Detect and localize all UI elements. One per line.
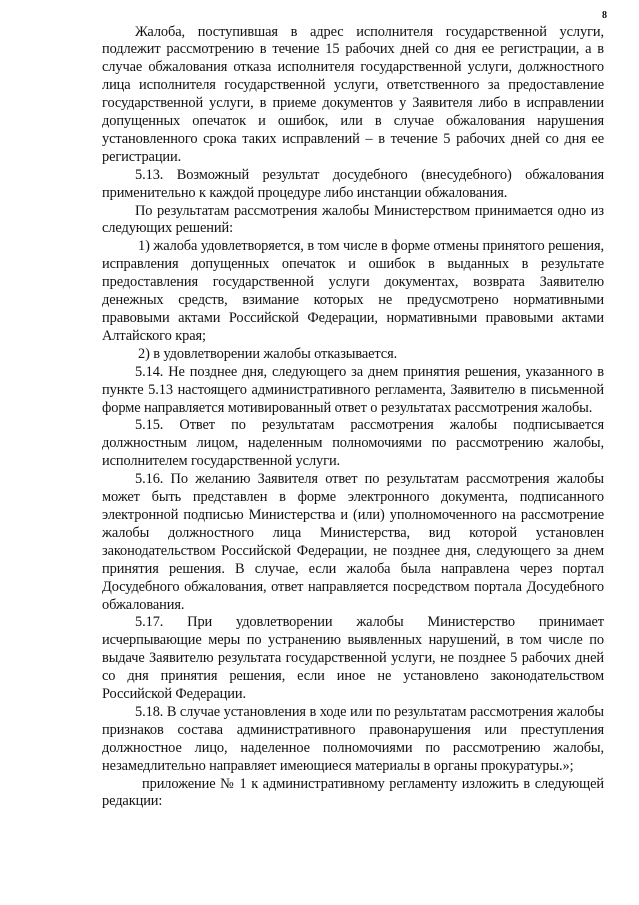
paragraph-5-17: 5.17. При удовлетворении жалобы Министерство принимает исчерпывающие меры по устранению выявленных нарушений, в том числе по выдаче Заявителю результата государственной услуги, не позднее 5 рабочих дней со дня принятия решения, если иное не установлено законодательством Российской Федерации. [102,614,604,703]
document-body [102,24,604,812]
paragraph-5-16: 5.16. По желанию Заявителя ответ по результатам рассмотрения жалобы может быть представлен в форме электронного документа, подписанного электронной подписью Министерства и (или) уполномоченного на рассмотрение жалобы должностного лица Министерства, вид которой установлен законодательством Российской Федерации, не позднее дня, следующего за днем принятия решения. В случае, если жалоба была направлена через портал Досудебного обжалования, ответ направляется посредством портала Досудебного обжалования. [102,471,604,613]
paragraph-decision-2: 2) в удовлетворении жалобы отказывается. [138,345,398,362]
paragraph-complaint-deadline: Жалоба, поступившая в адрес исполнителя государственной услуги, подлежит рассмотрению в течение 15 рабочих дней со дня ее регистрации, а в случае обжалования отказа исполнителя государственной услуги, должностного лица исполнителя государственной услуги, ответственного за предоставление государственной услуги, в приеме документов у Заявителя либо в исправлении допущенных опечаток и ошибок, или в случае обжалования нарушения установленного срока таких исправлений – в течение 5 рабочих дней со дня ее регистрации. [102,23,604,165]
paragraph-5-14: 5.14. Не позднее дня, следующего за днем принятия решения, указанного в пункте 5.13 настоящего административного регламента, Заявителю в письменной форме направляется мотивированный ответ о результатах рассмотрения жалобы. [102,363,604,416]
paragraph-decisions-intro: По результатам рассмотрения жалобы Министерством принимается одно из следующих решений: [102,202,604,237]
paragraph-5-13: 5.13. Возможный результат досудебного (внесудебного) обжалования применительно к каждой процедуре либо инстанции обжалования. [102,166,604,201]
paragraph-5-18: 5.18. В случае установления в ходе или по результатам рассмотрения жалобы признаков состава административного правонарушения или преступления должностное лицо, наделенное полномочиями по рассмотрению жалобы, незамедлительно направляет имеющиеся материалы в органы прокуратуры.»; [102,703,604,774]
page-number: 8 [602,10,607,21]
paragraph-decision-1: 1) жалоба удовлетворяется, в том числе в форме отмены принятого решения, исправления допущенных опечаток и ошибок в выданных в результате предоставления государственной услуги документах, возврата Заявителю денежных средств, взимание которых не предусмотрено нормативными правовыми актами Российской Федерации, нормативными правовыми актами Алтайского края; [102,238,604,344]
paragraph-5-15: 5.15. Ответ по результатам рассмотрения жалобы подписывается должностным лицом, наделенным полномочиями по рассмотрению жалобы, исполнителем государственной услуги. [102,417,604,470]
paragraph-appendix-1: приложение № 1 к административному регламенту изложить в следующей редакции: [102,775,604,810]
